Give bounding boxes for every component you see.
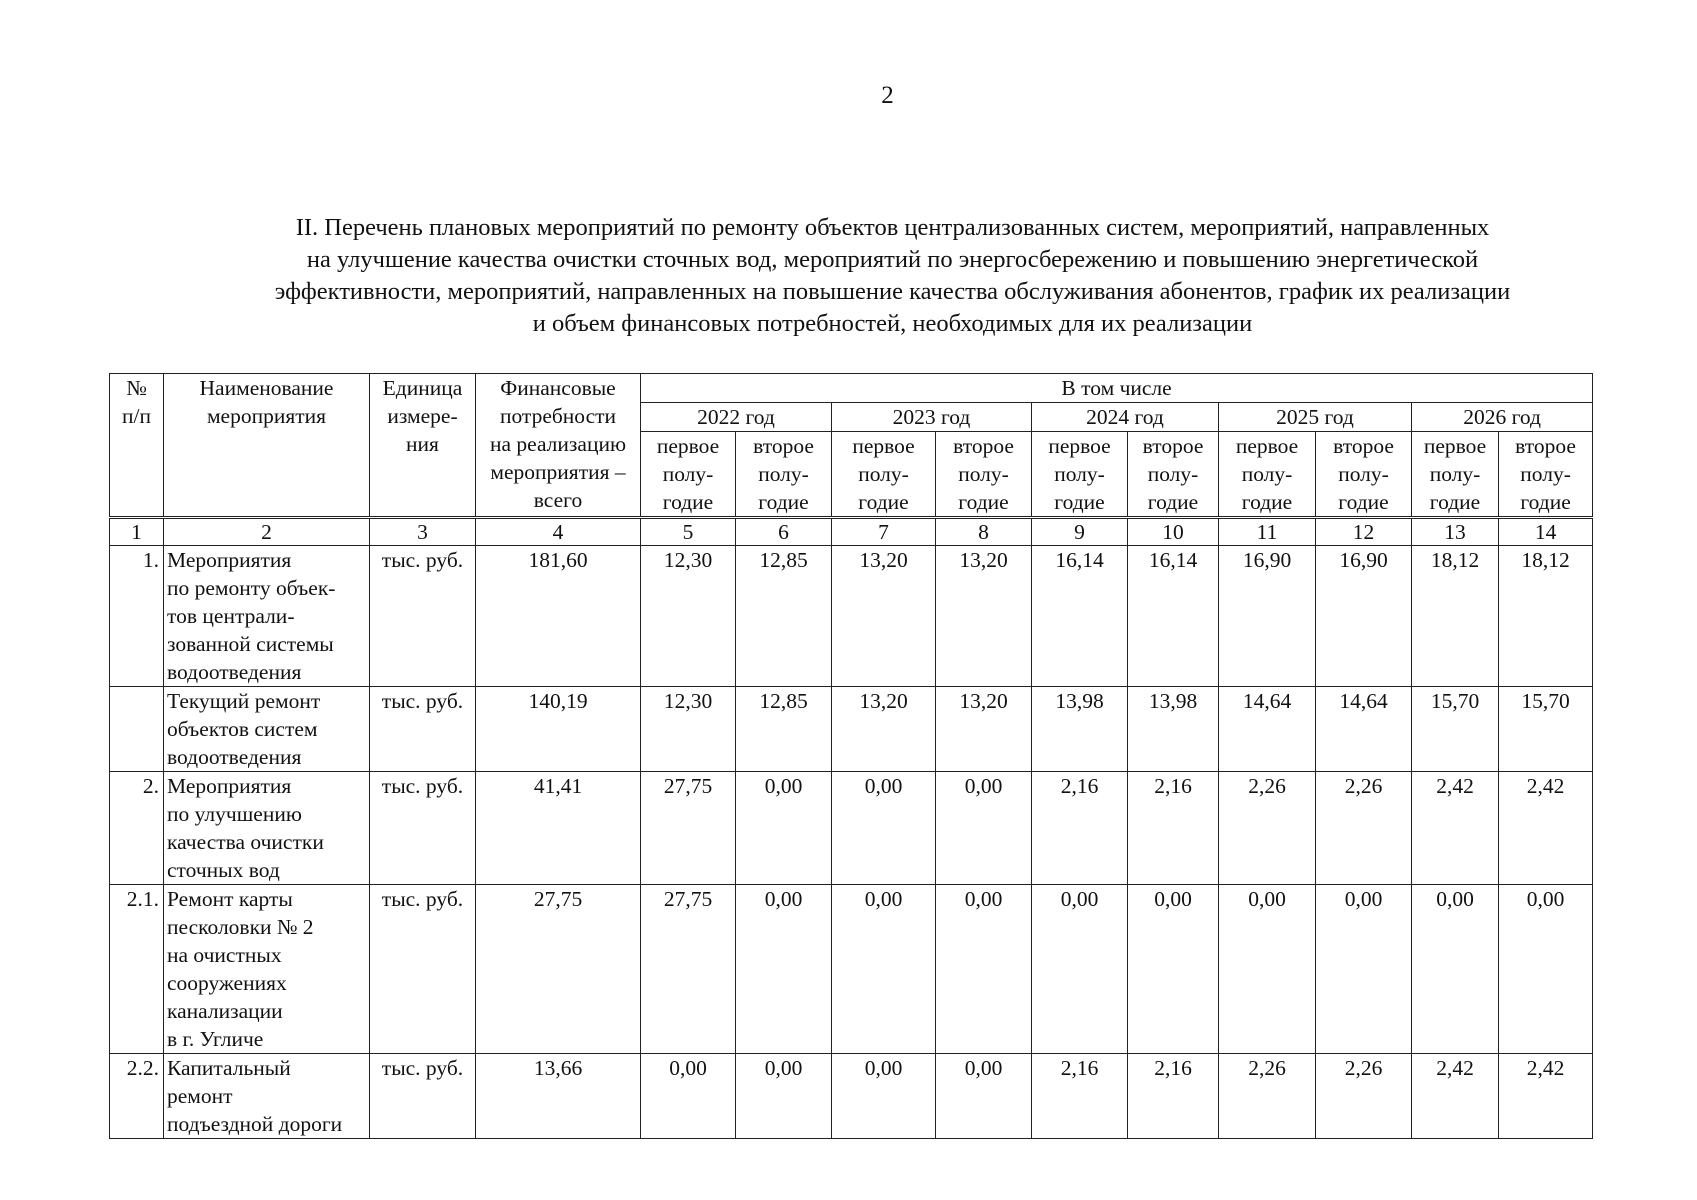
- row-value: 0,00: [1499, 885, 1593, 1054]
- cell-line: Мероприятия: [167, 548, 292, 572]
- row-name: [164, 885, 370, 1054]
- cell-line: водоотведения: [167, 745, 302, 769]
- row-value: 2,42: [1499, 1054, 1593, 1139]
- row-value: 12,85: [736, 546, 832, 687]
- row-value: 0,00: [1412, 885, 1499, 1054]
- header-unit: [370, 374, 476, 518]
- row-value: 2,26: [1219, 772, 1316, 885]
- header-text: потребности: [499, 404, 617, 428]
- cell-line: первое: [852, 434, 915, 458]
- table-row: [110, 885, 1593, 1054]
- row-value: 2,16: [1128, 772, 1219, 885]
- row-value: 13,20: [936, 687, 1032, 772]
- cell-line: полу-: [1520, 462, 1571, 486]
- table-row: [110, 687, 1593, 772]
- column-index: 5: [641, 518, 736, 546]
- row-value: 16,90: [1219, 546, 1316, 687]
- column-index: 4: [476, 518, 641, 546]
- row-name: [164, 687, 370, 772]
- row-value: 0,00: [832, 772, 936, 885]
- row-value: 13,20: [832, 546, 936, 687]
- cell-line: годие: [1241, 490, 1293, 514]
- cell-line: сточных вод: [167, 858, 280, 882]
- title-line: на улучшение качества очистки сточных вод, мероприятий по энергосбережению и повышению энергетической: [306, 246, 1479, 273]
- cell-line: полу-: [958, 462, 1009, 486]
- row-value: 0,00: [1316, 885, 1412, 1054]
- header-text: ния: [406, 432, 439, 456]
- column-index: 10: [1128, 518, 1219, 546]
- row-value: 2,16: [1128, 1054, 1219, 1139]
- header-first-half: [1219, 432, 1316, 518]
- header-num: [110, 374, 164, 518]
- row-value: 12,85: [736, 687, 832, 772]
- header-first-half: [641, 432, 736, 518]
- cell-line: полу-: [1147, 462, 1199, 486]
- header-first-half: [832, 432, 936, 518]
- cell-line: подъездной дороги: [167, 1112, 343, 1136]
- cell-line: Мероприятия: [167, 774, 292, 798]
- table-row: [110, 546, 1593, 687]
- row-value: 12,30: [641, 546, 736, 687]
- row-number: [110, 687, 164, 772]
- row-unit: тыс. руб.: [370, 885, 476, 1054]
- cell-line: на очистных: [167, 943, 282, 967]
- column-index: 3: [370, 518, 476, 546]
- row-value: 0,00: [832, 885, 936, 1054]
- row-unit: тыс. руб.: [370, 1054, 476, 1139]
- cell-line: первое: [656, 434, 720, 458]
- header-year: 2022 год: [641, 403, 832, 432]
- row-value: 16,14: [1128, 546, 1219, 687]
- row-value: 13,20: [936, 546, 1032, 687]
- header-year: 2025 год: [1219, 403, 1412, 432]
- cell-line: второе: [1515, 434, 1576, 458]
- row-value: 16,90: [1316, 546, 1412, 687]
- row-value: 0,00: [936, 885, 1032, 1054]
- cell-line: годие: [758, 490, 809, 514]
- column-index: 8: [936, 518, 1032, 546]
- cell-line: годие: [1429, 490, 1481, 514]
- cell-line: второе: [1142, 434, 1204, 458]
- header-second-half: [1499, 432, 1593, 518]
- cell-line: качества очистки: [167, 830, 324, 854]
- row-value: 2,42: [1412, 772, 1499, 885]
- header-second-half: [936, 432, 1032, 518]
- row-value: 0,00: [936, 1054, 1032, 1139]
- header-first-half: [1412, 432, 1499, 518]
- header-text: Единица: [382, 376, 463, 400]
- title-line: эффективности, мероприятий, направленных на повышение качества обслуживания абонентов, график их реализации: [274, 278, 1511, 305]
- cell-line: ремонт: [167, 1084, 233, 1108]
- row-number: 2.1.: [110, 885, 164, 1054]
- row-value: 13,20: [832, 687, 936, 772]
- header-year: 2023 год: [832, 403, 1032, 432]
- row-value: 0,00: [736, 885, 832, 1054]
- cell-line: второе: [1333, 434, 1394, 458]
- row-value: 2,26: [1316, 1054, 1412, 1139]
- cell-line: годие: [1338, 490, 1389, 514]
- row-value: 18,12: [1412, 546, 1499, 687]
- cell-line: Текущий ремонт: [167, 689, 321, 713]
- cell-line: годие: [1147, 490, 1199, 514]
- header-first-half: [1032, 432, 1128, 518]
- row-value: 0,00: [641, 1054, 736, 1139]
- row-value: 12,30: [641, 687, 736, 772]
- row-value: 14,64: [1219, 687, 1316, 772]
- cell-line: объектов систем: [167, 717, 318, 741]
- header-text: п/п: [122, 404, 151, 428]
- row-value: 2,42: [1412, 1054, 1499, 1139]
- cell-line: Капитальный: [167, 1056, 291, 1080]
- row-value: 16,14: [1032, 546, 1128, 687]
- row-unit: тыс. руб.: [370, 772, 476, 885]
- row-total: 27,75: [476, 885, 641, 1054]
- column-index: 1: [110, 518, 164, 546]
- document-title: [110, 212, 1675, 340]
- row-value: 15,70: [1412, 687, 1499, 772]
- cell-line: годие: [1054, 490, 1105, 514]
- row-value: 27,75: [641, 772, 736, 885]
- row-name: [164, 1054, 370, 1139]
- row-total: 140,19: [476, 687, 641, 772]
- cell-line: полу-: [662, 462, 714, 486]
- header-including: В том числе: [641, 374, 1593, 403]
- cell-line: второе: [753, 434, 814, 458]
- row-value: 0,00: [832, 1054, 936, 1139]
- cell-line: второе: [953, 434, 1014, 458]
- row-value: 27,75: [641, 885, 736, 1054]
- row-number: 1.: [110, 546, 164, 687]
- cell-line: по ремонту объек-: [167, 576, 336, 600]
- column-index: 11: [1219, 518, 1316, 546]
- row-value: 0,00: [1128, 885, 1219, 1054]
- row-value: 18,12: [1499, 546, 1593, 687]
- cell-line: по улучшению: [167, 802, 302, 826]
- table-row: [110, 1054, 1593, 1139]
- cell-line: песколовки № 2: [167, 915, 314, 939]
- row-value: 2,16: [1032, 772, 1128, 885]
- cell-line: годие: [858, 490, 909, 514]
- row-name: [164, 546, 370, 687]
- row-number: 2.2.: [110, 1054, 164, 1139]
- row-value: 0,00: [1219, 885, 1316, 1054]
- row-value: 2,26: [1316, 772, 1412, 885]
- header-second-half: [1128, 432, 1219, 518]
- column-index: 9: [1032, 518, 1128, 546]
- title-line: II. Перечень плановых мероприятий по ремонту объектов централизованных систем, мероприятий, направленных: [295, 214, 1490, 241]
- column-index: 6: [736, 518, 832, 546]
- header-text: Наименование: [199, 376, 334, 400]
- measures-table: [109, 373, 1593, 1139]
- cell-line: полу-: [1241, 462, 1293, 486]
- header-year: 2026 год: [1412, 403, 1593, 432]
- header-name: [164, 374, 370, 518]
- row-value: 15,70: [1499, 687, 1593, 772]
- cell-line: годие: [1520, 490, 1571, 514]
- header-text: Финансовые: [500, 376, 616, 400]
- header-text: мероприятия –: [490, 460, 626, 484]
- header-finance: [476, 374, 641, 518]
- cell-line: сооружениях: [167, 971, 287, 995]
- header-second-half: [736, 432, 832, 518]
- table-row: [110, 772, 1593, 885]
- cell-line: водоотведения: [167, 660, 302, 684]
- cell-line: Ремонт карты: [167, 887, 293, 911]
- row-value: 13,98: [1128, 687, 1219, 772]
- column-index: 12: [1316, 518, 1412, 546]
- header-text: №: [126, 376, 147, 400]
- header-second-half: [1316, 432, 1412, 518]
- cell-line: годие: [662, 490, 714, 514]
- row-total: 41,41: [476, 772, 641, 885]
- cell-line: первое: [1048, 434, 1111, 458]
- cell-line: полу-: [758, 462, 809, 486]
- row-value: 0,00: [936, 772, 1032, 885]
- column-index: 13: [1412, 518, 1499, 546]
- header-text: измере-: [387, 404, 458, 428]
- row-number: 2.: [110, 772, 164, 885]
- row-value: 13,98: [1032, 687, 1128, 772]
- row-value: 0,00: [736, 1054, 832, 1139]
- cell-line: первое: [1235, 434, 1299, 458]
- row-value: 0,00: [736, 772, 832, 885]
- header-text: всего: [533, 488, 583, 512]
- title-line: и объем финансовых потребностей, необходимых для их реализации: [532, 310, 1253, 337]
- cell-line: полу-: [1429, 462, 1481, 486]
- cell-line: в г. Угличе: [167, 1027, 264, 1051]
- column-index: 7: [832, 518, 936, 546]
- cell-line: годие: [958, 490, 1009, 514]
- row-unit: тыс. руб.: [370, 546, 476, 687]
- row-total: 181,60: [476, 546, 641, 687]
- cell-line: полу-: [1054, 462, 1105, 486]
- header-text: на реализацию: [489, 432, 627, 456]
- column-index: 14: [1499, 518, 1593, 546]
- header-year: 2024 год: [1032, 403, 1219, 432]
- cell-line: первое: [1423, 434, 1487, 458]
- cell-line: канализации: [167, 999, 283, 1023]
- row-unit: тыс. руб.: [370, 687, 476, 772]
- cell-line: зованной системы: [167, 632, 334, 656]
- row-total: 13,66: [476, 1054, 641, 1139]
- column-index: 2: [164, 518, 370, 546]
- row-value: 0,00: [1032, 885, 1128, 1054]
- header-text: мероприятия: [206, 404, 327, 428]
- cell-line: полу-: [1338, 462, 1389, 486]
- cell-line: тов централи-: [167, 604, 295, 628]
- row-value: 14,64: [1316, 687, 1412, 772]
- row-value: 2,16: [1032, 1054, 1128, 1139]
- row-value: 2,42: [1499, 772, 1593, 885]
- cell-line: полу-: [858, 462, 909, 486]
- page-number: 2: [881, 82, 894, 109]
- row-name: [164, 772, 370, 885]
- row-value: 2,26: [1219, 1054, 1316, 1139]
- column-index-row: [110, 518, 1593, 546]
